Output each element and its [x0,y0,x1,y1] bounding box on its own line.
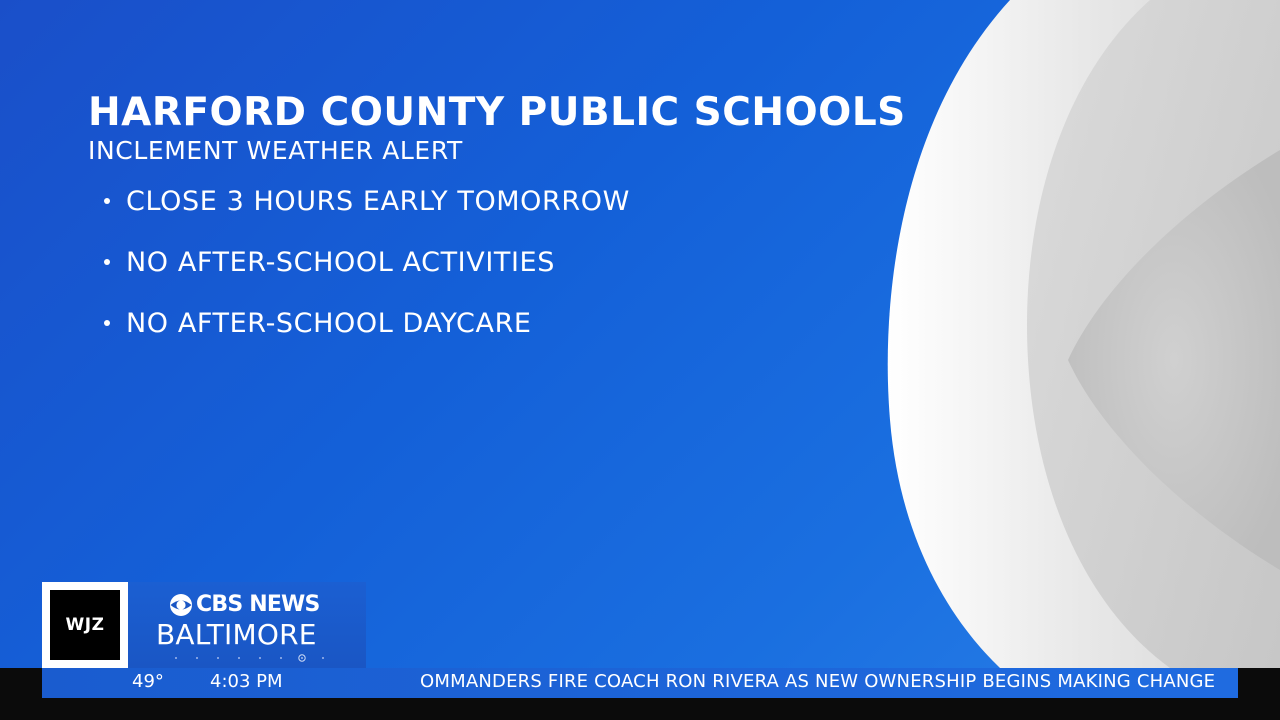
list-item [104,243,630,281]
list-item [104,182,630,220]
station-call-letters: WJZ [50,590,120,660]
station-logo [42,582,128,668]
ticker-time: 4:03 PM [210,671,283,692]
bullet-icon [104,259,110,265]
cbs-eye-icon [169,593,193,617]
dot-divider-icon [172,654,332,662]
bullet-text: CLOSE 3 HOURS EARLY TOMORROW [126,185,630,217]
ticker-headline-window [420,668,1220,698]
bullet-icon [104,198,110,204]
news-ticker [42,668,1238,698]
bullet-text: NO AFTER-SCHOOL ACTIVITIES [126,246,555,278]
bullet-icon [104,320,110,326]
list-item [104,304,630,342]
city-name: BALTIMORE [156,618,317,651]
network-name: CBS NEWS [196,592,320,617]
ticker-headline: OMMANDERS FIRE COACH RON RIVERA AS NEW OWNERSHIP BEGINS MAKING CHANGE [420,671,1216,692]
headline: HARFORD COUNTY PUBLIC SCHOOLS [88,90,906,135]
subhead: INCLEMENT WEATHER ALERT [88,136,463,165]
bullet-list [104,182,630,365]
network-bug [128,582,366,668]
bullet-text: NO AFTER-SCHOOL DAYCARE [126,307,532,339]
ticker-temperature: 49° [132,671,164,692]
